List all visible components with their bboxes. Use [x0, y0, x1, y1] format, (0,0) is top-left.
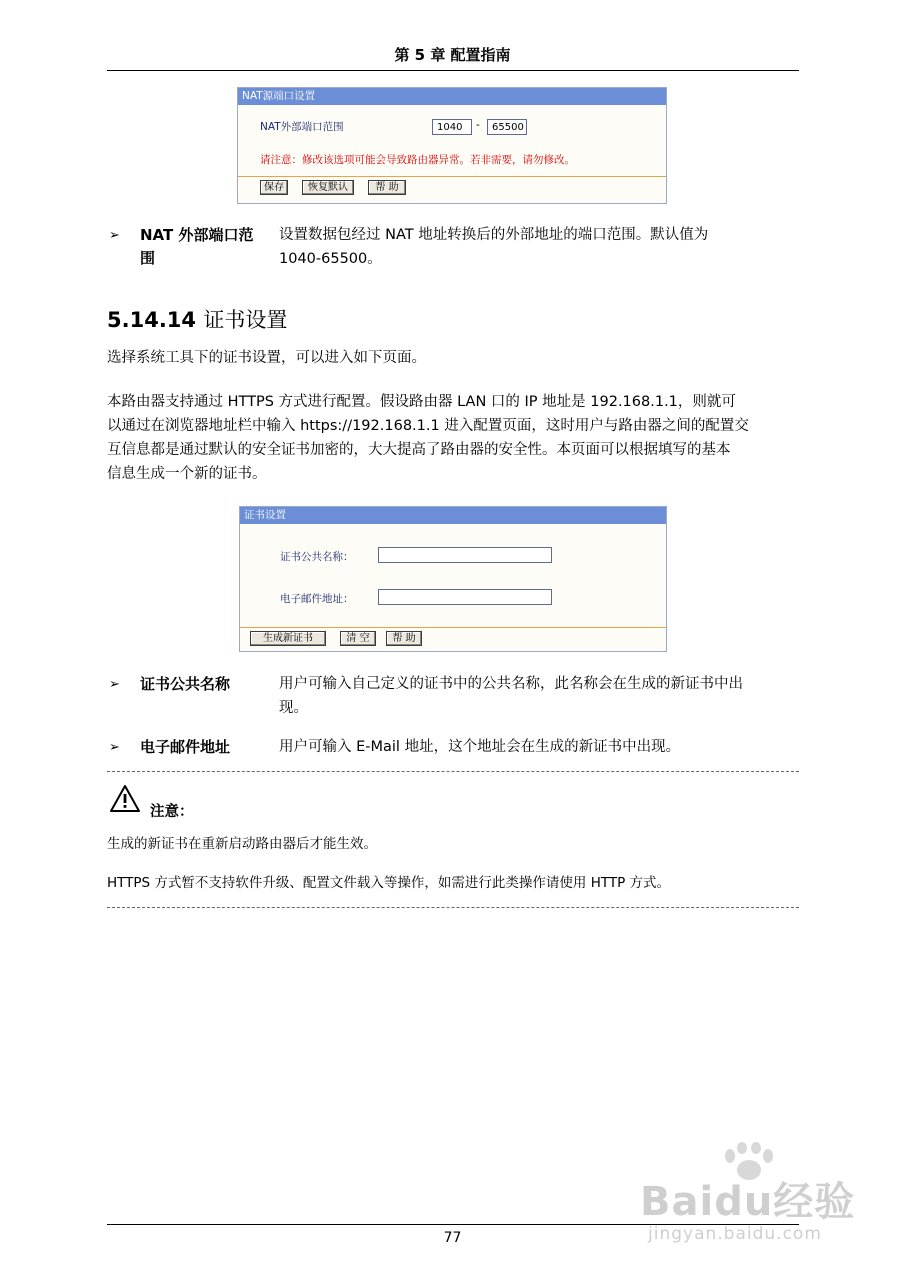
body-line: 信息生成一个新的证书。 — [107, 466, 267, 482]
page-number: 77 — [443, 1230, 462, 1246]
nat-range-label: NAT外部端口范围 — [260, 121, 344, 133]
save-button[interactable]: 保存 — [260, 180, 288, 195]
body-line: 以通过在浏览器地址栏中输入 https://192.168.1.1 进入配置页面，这时用户与路由器之间的配置交 — [107, 418, 749, 434]
nat-settings-screenshot — [237, 87, 667, 204]
nat-term — [140, 224, 253, 270]
nat-port-start-input[interactable]: 1040 — [432, 119, 472, 135]
nat-desc-line1: 设置数据包经过 NAT 地址转换后的外部地址的端口范围。默认值为 — [279, 227, 709, 243]
nat-desc-line2: 1040-65500。 — [279, 251, 382, 267]
chapter-header: 第 5 章 配置指南 — [394, 46, 511, 64]
nat-term-line1: NAT 外部端口范 — [140, 226, 254, 244]
help-button[interactable]: 帮 助 — [386, 631, 422, 646]
generate-cert-button[interactable]: 生成新证书 — [250, 631, 326, 646]
cert-name-description — [279, 672, 799, 720]
cert-settings-screenshot — [239, 506, 667, 652]
bullet-icon: ➢ — [109, 228, 120, 243]
nat-warning-text: 请注意：修改该选项可能会导致路由器异常。若非需要，请勿修改。 — [260, 154, 575, 166]
range-dash: - — [476, 119, 480, 131]
nat-screenshot-title: NAT源端口设置 — [238, 88, 666, 105]
nat-port-end-input[interactable]: 65500 — [487, 119, 527, 135]
desc-line: 现。 — [279, 700, 308, 716]
intro-paragraph: 选择系统工具下的证书设置，可以进入如下页面。 — [107, 350, 426, 366]
button-row-separator — [238, 176, 666, 177]
nat-term-line2: 围 — [140, 249, 156, 267]
cert-name-input[interactable] — [378, 547, 552, 563]
bullet-icon: ➢ — [109, 677, 120, 692]
note-line-1: 生成的新证书在重新启动路由器后才能生效。 — [107, 836, 377, 852]
desc-line: 用户可输入自己定义的证书中的公共名称，此名称会在生成的新证书中出 — [279, 676, 743, 692]
cert-name-label: 证书公共名称： — [280, 551, 354, 563]
email-term: 电子邮件地址 — [140, 738, 231, 756]
clear-button[interactable]: 清 空 — [340, 631, 376, 646]
help-button[interactable]: 帮 助 — [368, 180, 406, 195]
baidu-watermark — [640, 1140, 860, 1260]
warning-icon — [109, 784, 141, 818]
note-top-divider — [107, 771, 799, 772]
note-line-2: HTTPS 方式暂不支持软件升级、配置文件载入等操作，如需进行此类操作请使用 HTTP 方式。 — [107, 875, 671, 891]
header-rule — [107, 70, 799, 71]
section-number: 5.14.14 — [107, 308, 197, 332]
watermark-url: jingyan.baidu.com — [648, 1224, 822, 1244]
email-input[interactable] — [378, 589, 552, 605]
section-title: 证书设置 — [203, 308, 288, 332]
restore-default-button[interactable]: 恢复默认 — [302, 180, 354, 195]
note-bottom-divider — [107, 907, 799, 908]
note-title: 注意： — [150, 804, 194, 820]
cert-name-term: 证书公共名称 — [140, 675, 231, 693]
bullet-icon: ➢ — [109, 740, 120, 755]
nat-description — [279, 223, 799, 271]
cert-screenshot-title: 证书设置 — [240, 507, 666, 524]
body-line: 本路由器支持通过 HTTPS 方式进行配置。假设路由器 LAN 口的 IP 地址是 192.168.1.1，则就可 — [107, 394, 736, 410]
watermark-brand: Baidu经验 — [640, 1179, 856, 1225]
body-paragraph — [107, 390, 799, 486]
button-row-separator — [240, 627, 666, 628]
email-description: 用户可输入 E-Mail 地址，这个地址会在生成的新证书中出现。 — [279, 739, 681, 755]
body-line: 互信息都是通过默认的安全证书加密的，大大提高了路由器的安全性。本页面可以根据填写的基本 — [107, 442, 731, 458]
section-heading — [107, 304, 287, 334]
email-label: 电子邮件地址： — [280, 593, 354, 605]
